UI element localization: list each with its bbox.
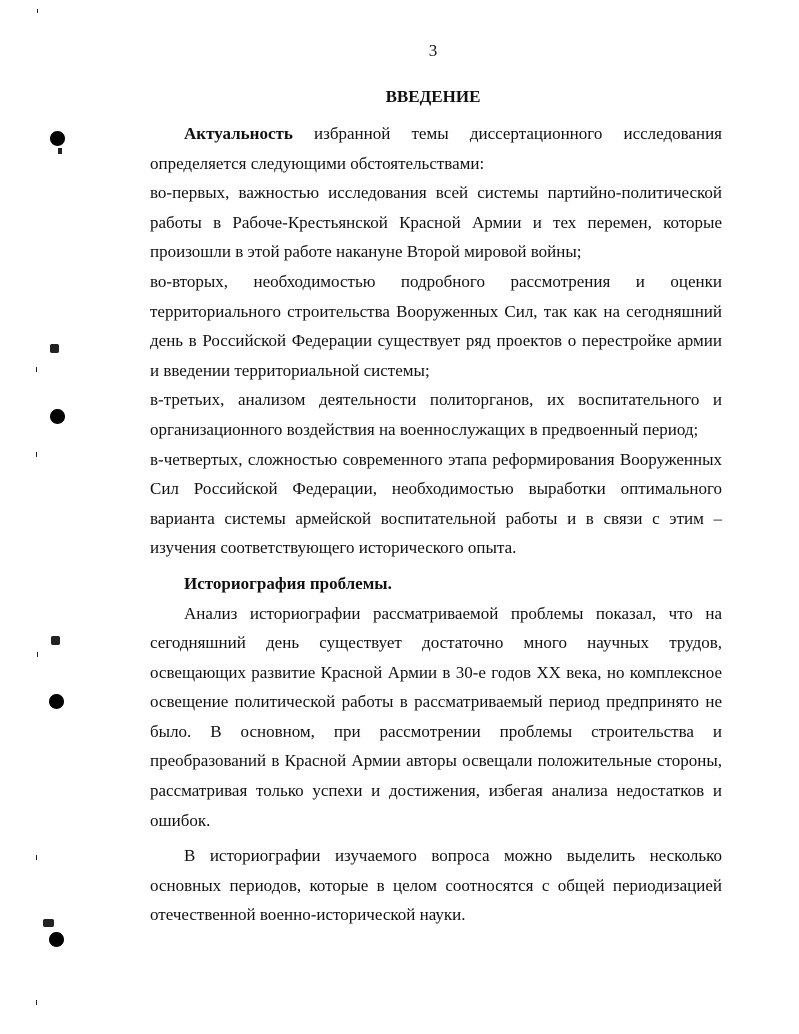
list-item: в-четвертых, сложностью современного этапа реформирования Вооруженных Сил Российской Федерации, необходимостью выработки оптимального варианта системы армейской воспитательной работы и в связи с этим – изучения соответствующего исторического опыта. bbox=[150, 449, 722, 558]
intro-lead-bold: Актуальность bbox=[184, 124, 293, 143]
document-body bbox=[150, 119, 722, 930]
scan-speck bbox=[37, 9, 38, 13]
punch-hole bbox=[49, 694, 64, 709]
historiography-paragraph: Анализ историографии рассматриваемой проблемы показал, что на сегодняшний день существует достаточно много научных трудов, освещающих развитие Красной Армии в 30-е годов XX века, но комплексное освещение политической работы в рассматриваемый период предпринято не было. В основном, при рассмотрении проблемы строительства и преобразований в Красной Армии авторы освещали положительные стороны, рассматривая только успехи и достижения, избегая анализа недостатков и ошибок. bbox=[150, 603, 722, 830]
scan-speck bbox=[36, 855, 37, 860]
list-item: во-первых, важностью исследования всей системы партийно-политической работы в Рабоче-Крестьянской Красной Армии и тех перемен, которые произошли в этой работе накануне Второй мировой войны; bbox=[150, 183, 722, 262]
scan-speck bbox=[36, 367, 37, 372]
scan-speck bbox=[36, 452, 37, 457]
list-item: в-третьих, анализом деятельности политорганов, их воспитательного и организационного воздействия на военнослужащих в предвоенный период; bbox=[150, 390, 722, 439]
intro-lead-text: избранной темы диссертационного исследования определяется следующими обстоятельствами: bbox=[150, 124, 722, 173]
list-item: во-вторых, необходимостью подробного рассмотрения и оценки территориального строительства Вооруженных Сил, так как на сегодняшний день в Российской Федерации существует ряд проектов о перестройке армии и введении территориальной системы; bbox=[150, 271, 722, 380]
scan-speck bbox=[36, 1000, 37, 1005]
section-heading: Историография проблемы. bbox=[184, 573, 392, 593]
page-number: 3 bbox=[428, 41, 438, 60]
scan-speck bbox=[58, 148, 62, 154]
intro-paragraph bbox=[150, 119, 722, 178]
scan-speck bbox=[43, 919, 54, 927]
scan-speck bbox=[50, 344, 59, 353]
scan-speck bbox=[37, 652, 38, 657]
page-title: ВВЕДЕНИЕ bbox=[385, 87, 481, 106]
punch-hole bbox=[50, 409, 65, 424]
punch-hole bbox=[49, 932, 64, 947]
scan-speck bbox=[51, 636, 60, 645]
punch-hole bbox=[50, 131, 65, 146]
historiography-paragraph: В историографии изучаемого вопроса можно выделить несколько основных периодов, которые в целом соотносятся с общей периодизацией отечественной военно-исторической науки. bbox=[150, 846, 722, 925]
